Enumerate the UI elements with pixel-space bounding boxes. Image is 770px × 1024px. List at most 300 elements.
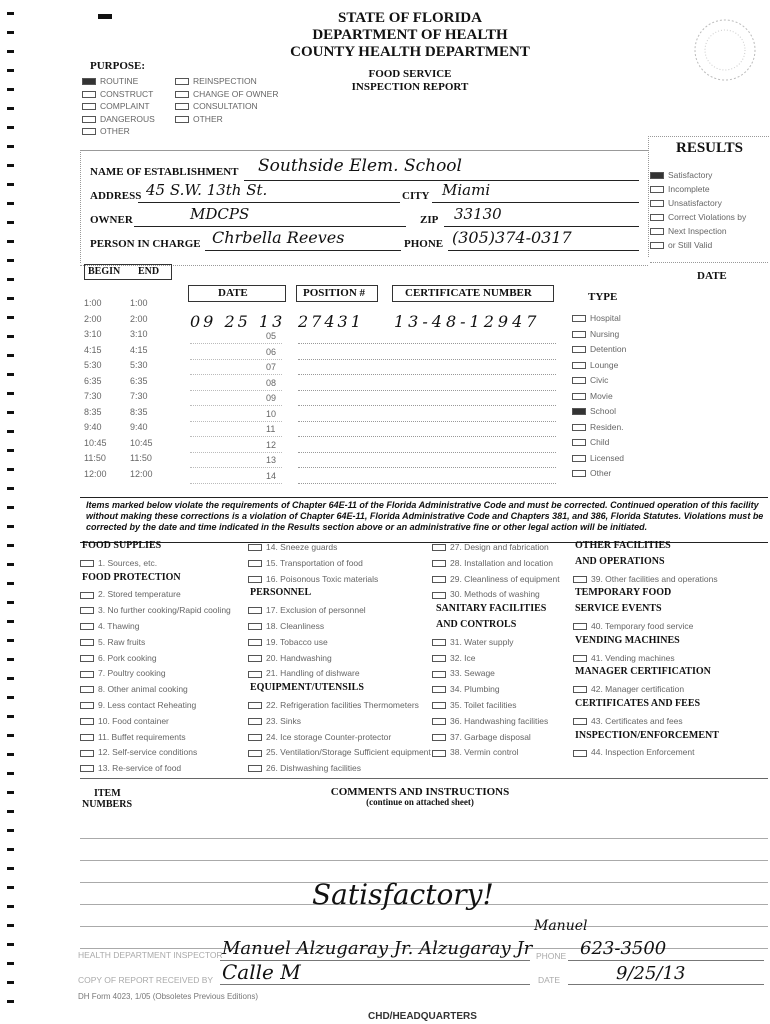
checkbox-icon[interactable] — [572, 439, 586, 446]
date-header: DATE — [218, 287, 248, 299]
purpose-option[interactable] — [175, 114, 223, 124]
violation-item-label: 35. Toilet facilities — [450, 700, 517, 710]
violation-item[interactable] — [248, 653, 332, 663]
results-option-label: Correct Violations by — [668, 212, 747, 222]
punch-hole — [7, 544, 14, 547]
type-option[interactable] — [572, 360, 618, 370]
violation-item-label: 26. Dishwashing facilities — [266, 763, 361, 774]
violation-item[interactable] — [80, 763, 181, 773]
end-time: 5:30 — [130, 360, 148, 370]
punch-hole — [7, 240, 14, 243]
checkbox-icon[interactable] — [175, 78, 189, 85]
violation-item[interactable] — [432, 542, 549, 552]
punch-hole — [7, 164, 14, 167]
purpose-option[interactable] — [175, 89, 278, 99]
grid-row-line — [298, 405, 556, 406]
begin-time: 10:45 — [84, 437, 107, 448]
purpose-option[interactable] — [82, 114, 155, 124]
checkbox-icon[interactable] — [82, 91, 96, 98]
date-row — [190, 471, 282, 484]
checkbox-icon[interactable] — [82, 128, 96, 135]
end-time: 4:15 — [130, 344, 148, 355]
checkbox-icon[interactable] — [248, 671, 262, 678]
checkbox-icon[interactable] — [432, 655, 446, 662]
violation-item[interactable] — [80, 700, 196, 710]
type-option-label: Child — [590, 437, 610, 447]
checkbox-icon[interactable] — [432, 639, 446, 646]
checkbox-icon[interactable] — [80, 655, 94, 662]
date-row — [190, 331, 282, 344]
violation-item-label: 27. Design and fabrication — [450, 542, 549, 552]
violation-item[interactable] — [432, 732, 531, 742]
form-number: DH Form 4023, 1/05 (Obsoletes Previous Editions) — [78, 992, 259, 1001]
checkbox-icon[interactable] — [80, 592, 94, 599]
name-value: Southside Elem. School — [258, 156, 462, 176]
pic-label: PERSON IN CHARGE — [90, 238, 201, 250]
purpose-label: PURPOSE: — [90, 60, 145, 72]
violation-item[interactable] — [573, 684, 684, 694]
checkbox-icon[interactable] — [573, 623, 587, 630]
violation-item-label: 21. Handling of dishware — [266, 668, 360, 679]
checkbox-icon[interactable] — [650, 200, 664, 207]
checkbox-icon[interactable] — [432, 686, 446, 693]
punch-hole — [7, 373, 14, 376]
violation-item[interactable] — [432, 700, 516, 710]
checkbox-icon[interactable] — [573, 750, 587, 757]
received-date-label: DATE — [538, 975, 561, 985]
end-time: 1:00 — [130, 298, 148, 308]
grid-row-line — [298, 359, 556, 360]
inspector-phone-value: 623-3500 — [580, 938, 667, 959]
checkbox-icon[interactable] — [572, 393, 586, 400]
results-option[interactable] — [650, 240, 712, 250]
type-option-label: Civic — [590, 375, 609, 385]
violation-item-label: 13. Re-service of food — [98, 763, 182, 774]
checkbox-icon[interactable] — [248, 702, 262, 709]
purpose-option-label: COMPLAINT — [100, 101, 150, 111]
position-value: 27431 — [298, 312, 364, 331]
violation-item[interactable] — [80, 589, 181, 599]
city-label: CITY — [402, 190, 430, 202]
grid-row-line — [298, 421, 556, 422]
checkbox-icon[interactable] — [80, 623, 94, 630]
checkbox-icon[interactable] — [248, 718, 262, 725]
purpose-option-label: CONSULTATION — [193, 101, 258, 111]
results-option-label: Next Inspection — [668, 226, 727, 236]
violation-item[interactable] — [248, 637, 328, 647]
headquarters-stamp: CHD/HEADQUARTERS — [368, 1011, 477, 1022]
violation-item[interactable] — [80, 716, 169, 726]
violation-item[interactable] — [248, 763, 361, 773]
violation-item[interactable] — [432, 684, 500, 694]
results-date-header: DATE — [697, 270, 727, 282]
date-row-suffix: 07 — [266, 362, 277, 372]
checkbox-icon[interactable] — [80, 686, 94, 693]
violation-section-heading: CERTIFICATES AND FEES — [575, 698, 701, 709]
checkbox-icon[interactable] — [572, 470, 586, 477]
end-time: 3:10 — [130, 329, 148, 339]
end-time: 8:35 — [130, 406, 148, 417]
punch-hole — [7, 335, 14, 338]
violation-item[interactable] — [432, 637, 513, 647]
results-option[interactable] — [650, 184, 710, 194]
purpose-option[interactable] — [175, 76, 257, 86]
date-row-suffix: 06 — [266, 346, 277, 357]
checkbox-icon[interactable] — [432, 750, 446, 757]
checkbox-icon[interactable] — [248, 607, 262, 614]
end-time: 6:35 — [130, 375, 148, 386]
checkbox-icon[interactable] — [572, 346, 586, 353]
punch-hole — [7, 183, 14, 186]
violation-item[interactable] — [248, 700, 419, 710]
punch-hole — [7, 734, 14, 737]
violation-item[interactable] — [432, 747, 519, 757]
begin-time: 3:10 — [84, 329, 102, 339]
checkbox-icon[interactable] — [573, 686, 587, 693]
grid-row-line — [298, 343, 556, 344]
type-header: TYPE — [588, 291, 618, 303]
results-option-label: Unsatisfactory — [668, 198, 722, 208]
violation-item-label: 9. Less contact Reheating — [98, 700, 197, 710]
purpose-option[interactable] — [82, 126, 130, 136]
violation-item[interactable] — [80, 653, 157, 663]
violation-section-heading: EQUIPMENT/UTENSILS — [250, 682, 364, 694]
punch-hole — [7, 620, 14, 623]
punch-hole — [7, 107, 14, 110]
begin-time: 5:30 — [84, 360, 102, 370]
violation-item[interactable] — [248, 605, 366, 615]
violation-item-label: 20. Handwashing — [266, 652, 332, 663]
violation-item[interactable] — [432, 668, 495, 678]
punch-hole — [7, 278, 14, 281]
date-row-suffix: 08 — [266, 377, 277, 388]
checkbox-icon[interactable] — [572, 455, 586, 462]
date-row — [190, 347, 282, 360]
violation-item-label: 22. Refrigeration facilities Thermometers — [266, 700, 419, 710]
checkbox-icon[interactable] — [248, 750, 262, 757]
begin-time: 8:35 — [84, 406, 102, 417]
checkbox-icon[interactable] — [248, 734, 262, 741]
begin-time: 9:40 — [84, 422, 102, 432]
punch-hole — [7, 506, 14, 509]
begin-time: 4:15 — [84, 344, 102, 355]
punch-hole — [7, 411, 14, 414]
header-line2: DEPARTMENT OF HEALTH — [312, 27, 508, 43]
violation-item-label: 37. Garbage disposal — [450, 731, 531, 742]
violation-item[interactable] — [248, 668, 360, 678]
grid-row-line — [298, 467, 556, 468]
type-option[interactable] — [572, 406, 616, 416]
results-option[interactable] — [650, 198, 722, 208]
checkbox-icon[interactable] — [432, 734, 446, 741]
punch-hole — [7, 221, 14, 224]
pic-value: Chrbella Reeves — [212, 228, 345, 247]
violation-item[interactable] — [573, 574, 718, 584]
date-row-suffix: 05 — [266, 331, 277, 341]
checkbox-icon[interactable] — [248, 765, 262, 772]
purpose-option-label: REINSPECTION — [193, 76, 257, 86]
date-row-suffix: 14 — [266, 470, 277, 481]
violation-item-label: 17. Exclusion of personnel — [266, 605, 366, 616]
inspector-initials: Manuel — [534, 918, 588, 934]
checkbox-icon[interactable] — [248, 639, 262, 646]
checkbox-icon[interactable] — [572, 377, 586, 384]
checkbox-icon[interactable] — [432, 718, 446, 725]
checkbox-icon[interactable] — [80, 560, 94, 567]
violation-item[interactable] — [248, 558, 363, 568]
violation-item[interactable] — [80, 558, 157, 568]
checkbox-icon[interactable] — [82, 103, 96, 110]
type-option-label: Nursing — [590, 328, 620, 339]
checkbox-icon[interactable] — [80, 639, 94, 646]
violation-item[interactable] — [248, 542, 337, 552]
checkbox-icon[interactable] — [432, 544, 446, 551]
violation-section-heading: TEMPORARY FOOD — [575, 587, 672, 599]
type-option[interactable] — [572, 437, 609, 447]
checkbox-icon[interactable] — [432, 671, 446, 678]
type-option[interactable] — [572, 453, 624, 463]
checkbox-icon[interactable] — [650, 214, 664, 221]
results-option[interactable] — [650, 226, 727, 236]
purpose-option-label: ROUTINE — [100, 76, 139, 86]
violation-item[interactable] — [573, 747, 694, 757]
grid-row-line — [298, 390, 556, 391]
checkbox-icon[interactable] — [80, 765, 94, 772]
received-date-value: 9/25/13 — [616, 963, 686, 984]
certificate-value: 13-48-12947 — [394, 312, 541, 331]
violation-item[interactable] — [432, 716, 548, 726]
punch-hole — [7, 1000, 14, 1003]
violation-item[interactable] — [432, 653, 476, 663]
checkbox-icon[interactable] — [572, 408, 586, 415]
violation-item[interactable] — [80, 668, 166, 678]
results-option[interactable] — [650, 170, 712, 180]
checkbox-icon[interactable] — [650, 186, 664, 193]
violation-item[interactable] — [80, 747, 197, 757]
checkbox-icon[interactable] — [650, 172, 664, 179]
violation-item[interactable] — [248, 621, 324, 631]
violation-item-label: 33. Sewage — [450, 668, 495, 679]
violation-section-heading: INSPECTION/ENFORCEMENT — [575, 729, 719, 741]
header-line4: FOOD SERVICE — [368, 68, 452, 80]
violation-item-label: 39. Other facilities and operations — [591, 573, 718, 584]
checkbox-icon[interactable] — [573, 655, 587, 662]
punch-hole — [7, 449, 14, 452]
type-option[interactable] — [572, 375, 608, 385]
grid-row-line — [298, 374, 556, 375]
violation-item[interactable] — [80, 732, 186, 742]
checkbox-icon[interactable] — [432, 576, 446, 583]
violation-item-label: 40. Temporary food service — [591, 621, 694, 631]
violation-item-label: 43. Certificates and fees — [591, 715, 683, 726]
checkbox-icon[interactable] — [175, 91, 189, 98]
punch-hole — [7, 886, 14, 889]
violation-item[interactable] — [573, 716, 683, 726]
violation-section-heading: PERSONNEL — [250, 587, 312, 599]
violation-section-heading: AND OPERATIONS — [575, 555, 665, 567]
punch-hole — [7, 202, 14, 205]
date-row — [190, 378, 282, 391]
violation-section-heading: FOOD PROTECTION — [82, 571, 181, 583]
address-label: ADDRESS — [90, 190, 142, 202]
violation-item-label: 7. Poultry cooking — [98, 668, 166, 679]
violation-item[interactable] — [80, 605, 231, 615]
violation-section-heading: MANAGER CERTIFICATION — [575, 666, 711, 678]
violation-item-label: 41. Vending machines — [591, 652, 675, 663]
begin-time: 11:50 — [84, 453, 106, 463]
violation-item-label: 24. Ice storage Counter-protector — [266, 731, 392, 742]
checkbox-icon[interactable] — [572, 315, 586, 322]
punch-hole — [7, 905, 14, 908]
date-row — [190, 440, 282, 453]
violation-item-label: 5. Raw fruits — [98, 636, 146, 647]
begin-time: 7:30 — [84, 391, 102, 401]
type-option[interactable] — [572, 391, 613, 401]
city-value: Miami — [442, 181, 491, 199]
violation-item[interactable] — [573, 653, 675, 663]
checkbox-icon[interactable] — [80, 671, 94, 678]
violation-item[interactable] — [248, 574, 378, 584]
checkbox-icon[interactable] — [80, 718, 94, 725]
received-signature: Calle M — [222, 960, 301, 984]
zip-value: 33130 — [454, 205, 502, 223]
type-option[interactable] — [572, 422, 624, 432]
violation-item[interactable] — [248, 747, 431, 757]
punch-hole — [7, 316, 14, 319]
agency-header — [0, 10, 770, 61]
checkbox-icon[interactable] — [432, 592, 446, 599]
punch-hole — [7, 696, 14, 699]
results-option[interactable] — [650, 212, 746, 222]
type-option-label: Detention — [590, 344, 627, 354]
violation-item-label: 31. Water supply — [450, 636, 514, 647]
date-row-suffix: 12 — [266, 439, 277, 450]
punch-hole — [7, 677, 14, 680]
violation-item[interactable] — [432, 558, 553, 568]
purpose-option-label: DANGEROUS — [100, 113, 155, 124]
end-label: END — [138, 266, 160, 277]
grid-row-line — [298, 452, 556, 453]
checkbox-icon[interactable] — [248, 576, 262, 583]
certificate-header: CERTIFICATE NUMBER — [405, 287, 532, 299]
purpose-option[interactable] — [175, 101, 258, 111]
violation-item-label: 38. Vermin control — [450, 747, 519, 758]
purpose-option[interactable] — [82, 101, 150, 111]
owner-label: OWNER — [90, 214, 133, 226]
checkbox-icon[interactable] — [80, 607, 94, 614]
punch-hole — [7, 658, 14, 661]
type-option-label: Lounge — [590, 359, 619, 370]
checkbox-icon[interactable] — [80, 702, 94, 709]
checkbox-icon[interactable] — [248, 655, 262, 662]
violation-item-label: 29. Cleanliness of equipment — [450, 573, 560, 584]
purpose-option[interactable] — [82, 89, 153, 99]
type-option[interactable] — [572, 468, 611, 478]
phone-value: (305)374-0317 — [452, 228, 572, 247]
punch-hole — [7, 943, 14, 946]
results-option-label: Satisfactory — [668, 170, 713, 180]
date-row-suffix: 11 — [266, 424, 276, 434]
checkbox-icon[interactable] — [650, 242, 664, 249]
punch-hole — [7, 962, 14, 965]
comment-line — [80, 926, 768, 927]
grid-row-line — [298, 483, 556, 484]
checkbox-icon[interactable] — [80, 734, 94, 741]
type-option[interactable] — [572, 313, 621, 323]
violation-item[interactable] — [248, 716, 301, 726]
purpose-option-label: CHANGE OF OWNER — [193, 88, 279, 99]
violation-item-label: 2. Stored temperature — [98, 589, 181, 600]
item-label: ITEM — [94, 788, 121, 799]
phone-label: PHONE — [404, 238, 444, 250]
violation-item[interactable] — [80, 637, 145, 647]
date-row — [190, 409, 282, 422]
zip-label: ZIP — [420, 214, 439, 226]
violation-item[interactable] — [80, 621, 139, 631]
purpose-option[interactable] — [82, 76, 138, 86]
violation-item[interactable] — [248, 732, 391, 742]
punch-hole — [7, 145, 14, 148]
punch-hole — [7, 525, 14, 528]
owner-value: MDCPS — [190, 205, 250, 223]
checkbox-icon[interactable] — [248, 623, 262, 630]
results-option-label: or Still Valid — [668, 240, 713, 250]
type-option[interactable] — [572, 329, 619, 339]
checkbox-icon[interactable] — [573, 576, 587, 583]
checkbox-icon[interactable] — [248, 560, 262, 567]
address-value: 45 S.W. 13th St. — [146, 181, 268, 199]
punch-hole — [7, 354, 14, 357]
numbers-label: NUMBERS — [82, 799, 133, 810]
checkbox-icon[interactable] — [175, 103, 189, 110]
punch-hole — [7, 791, 14, 794]
violation-item[interactable] — [573, 621, 693, 631]
type-option[interactable] — [572, 344, 626, 354]
type-option-label: Movie — [590, 390, 613, 401]
checkbox-icon[interactable] — [82, 116, 96, 123]
comment-line — [80, 838, 768, 839]
begin-time: 12:00 — [84, 468, 107, 479]
violation-item[interactable] — [80, 684, 188, 694]
results-option-label: Incomplete — [668, 184, 710, 194]
end-time: 7:30 — [130, 391, 148, 401]
checkbox-icon[interactable] — [432, 560, 446, 567]
checkbox-icon[interactable] — [573, 718, 587, 725]
checkbox-icon[interactable] — [80, 750, 94, 757]
violation-item-label: 16. Poisonous Toxic materials — [266, 573, 379, 584]
checkbox-icon[interactable] — [650, 228, 664, 235]
end-time: 2:00 — [130, 313, 148, 324]
checkbox-icon[interactable] — [572, 424, 586, 431]
checkbox-icon[interactable] — [175, 116, 189, 123]
checkbox-icon[interactable] — [432, 702, 446, 709]
violation-item-label: 19. Tobacco use — [266, 636, 328, 647]
name-label: NAME OF ESTABLISHMENT — [90, 166, 239, 178]
checkbox-icon[interactable] — [572, 331, 586, 338]
checkbox-icon[interactable] — [82, 78, 96, 85]
punch-hole — [7, 715, 14, 718]
checkbox-icon[interactable] — [248, 544, 262, 551]
checkbox-icon[interactable] — [572, 362, 586, 369]
violation-item[interactable] — [432, 574, 560, 584]
purpose-option-label: OTHER — [193, 113, 223, 124]
begin-time: 1:00 — [84, 298, 102, 308]
inspector-signature: Manuel Alzugaray Jr. Alzugaray Jr — [222, 938, 533, 959]
violation-item-label: 36. Handwashing facilities — [450, 715, 549, 726]
violation-item[interactable] — [432, 589, 540, 599]
punch-hole — [7, 924, 14, 927]
punch-hole — [7, 867, 14, 870]
